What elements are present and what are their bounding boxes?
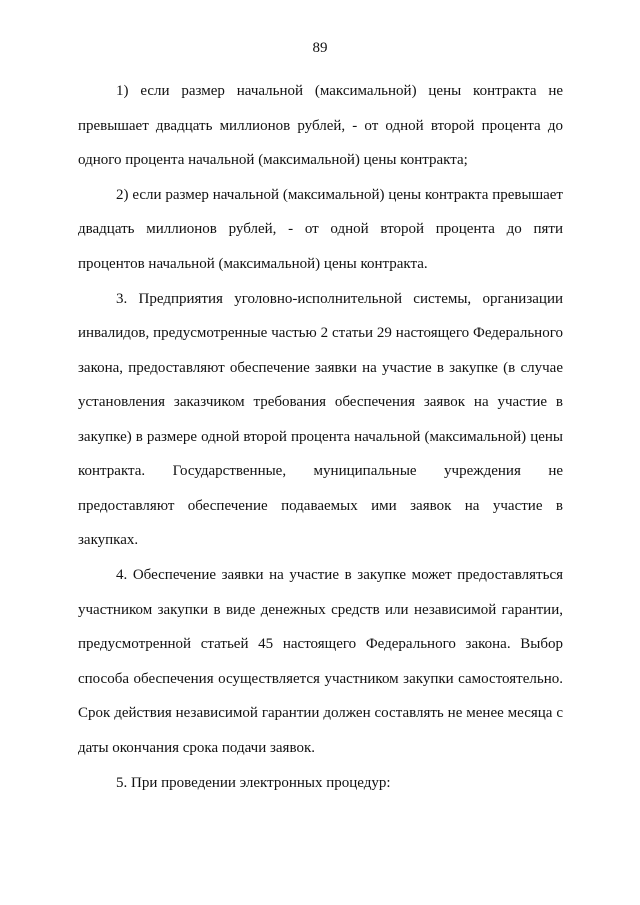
page-number: 89 (312, 40, 328, 56)
paragraph-1-line-2: превышает двадцать миллионов рублей, - от одной второй процента до (78, 118, 563, 134)
paragraph-1-line-3: одного процента начальной (максимальной) цены контракта; (78, 152, 468, 168)
paragraph-4-line-1: 4. Обеспечение заявки на участие в закупке может предоставляться (116, 567, 563, 583)
paragraph-5-line-1: 5. При проведении электронных процедур: (116, 775, 391, 791)
paragraph-2-line-2: двадцать миллионов рублей, - от одной второй процента до пяти (78, 221, 563, 237)
paragraph-4-line-4: способа обеспечения осуществляется участником закупки самостоятельно. (78, 671, 563, 687)
paragraph-2-line-1: 2) если размер начальной (максимальной) цены контракта превышает (116, 187, 563, 203)
paragraph-4-line-5: Срок действия независимой гарантии должен составлять не менее месяца с (78, 705, 563, 721)
paragraph-3-line-7: предоставляют обеспечение подаваемых ими заявок на участие в (78, 498, 563, 514)
paragraph-3-line-1: 3. Предприятия уголовно-исполнительной системы, организации (116, 291, 563, 307)
paragraph-3-line-2: инвалидов, предусмотренные частью 2 статьи 29 настоящего Федерального (78, 325, 563, 341)
paragraph-3-line-3: закона, предоставляют обеспечение заявки на участие в закупке (в случае (78, 360, 563, 376)
paragraph-3-line-5: закупке) в размере одной второй процента начальной (максимальной) цены (78, 429, 563, 445)
paragraph-4-line-3: предусмотренной статьей 45 настоящего Федерального закона. Выбор (78, 636, 563, 652)
paragraph-3-line-6: контракта. Государственные, муниципальные учреждения не (78, 463, 563, 479)
paragraph-2-line-3: процентов начальной (максимальной) цены контракта. (78, 256, 428, 272)
paragraph-3-line-4: установления заказчиком требования обеспечения заявок на участие в (78, 394, 563, 410)
paragraph-3-line-8: закупках. (78, 532, 139, 548)
paragraph-4-line-2: участником закупки в виде денежных средств или независимой гарантии, (78, 602, 563, 618)
paragraph-1-line-1: 1) если размер начальной (максимальной) цены контракта не (116, 83, 563, 99)
paragraph-4-line-6: даты окончания срока подачи заявок. (78, 740, 315, 756)
